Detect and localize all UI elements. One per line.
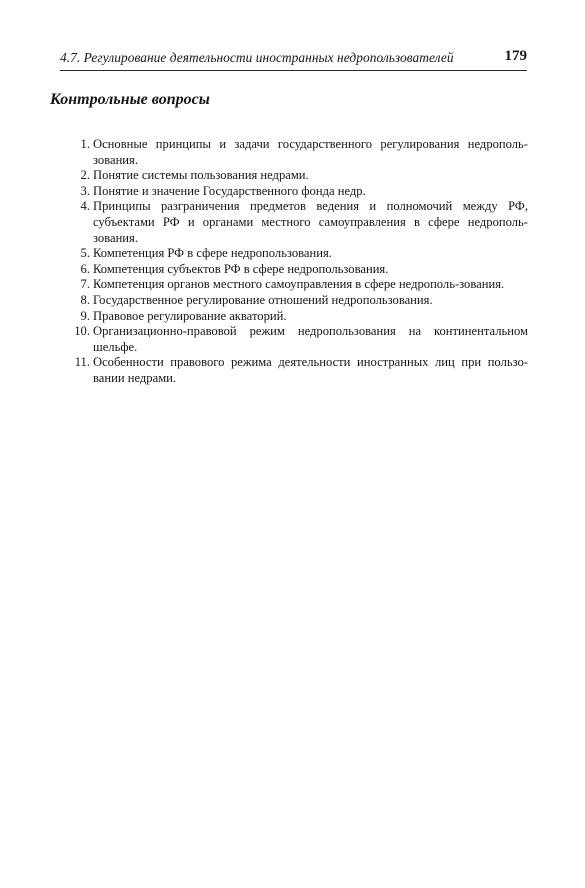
list-item — [72, 137, 528, 168]
list-item — [72, 199, 528, 246]
item-number: 2. — [80, 168, 90, 183]
review-questions-list — [72, 137, 528, 387]
list-item — [72, 168, 528, 184]
item-number: 3. — [80, 183, 90, 198]
item-number: 8. — [80, 292, 90, 307]
list-item — [72, 262, 528, 278]
list-item — [72, 324, 528, 355]
item-number: 6. — [80, 261, 90, 276]
item-text: Организационно-правовой режим недропользования на континентальном шельфе. — [93, 324, 528, 354]
item-text: Государственное регулирование отношений недропользования. — [93, 292, 433, 307]
item-number: 11. — [74, 355, 90, 370]
list-item — [72, 277, 528, 293]
item-text: Основные принципы и задачи государственного регулирования недрополь-зования. — [93, 137, 528, 167]
item-text: Понятие и значение Государственного фонда недр. — [93, 183, 366, 198]
running-header-title: 4.7. Регулирование деятельности иностранных недропользователей — [60, 50, 454, 65]
item-text: Компетенция РФ в сфере недропользования. — [93, 246, 332, 261]
item-text: Понятие системы пользования недрами. — [93, 168, 309, 183]
item-text: Особенности правового режима деятельности иностранных лиц при пользо-вании недрами. — [93, 355, 528, 385]
list-item — [72, 309, 528, 325]
section-title: Контрольные вопросы — [50, 91, 210, 108]
list-item — [72, 293, 528, 309]
item-number: 9. — [80, 308, 90, 323]
running-header — [60, 46, 527, 71]
item-number: 7. — [80, 277, 90, 292]
list-item — [72, 184, 528, 200]
list-item — [72, 246, 528, 262]
item-text: Компетенция субъектов РФ в сфере недропользования. — [93, 261, 389, 276]
item-number: 1. — [80, 137, 90, 151]
list-item — [72, 355, 528, 386]
item-text: Компетенция органов местного самоуправления в сфере недрополь-зования. — [93, 277, 505, 292]
item-text: Принципы разграничения предметов ведения и полномочий между РФ, субъектами РФ и органами местного самоуправления в сфере недрополь-зования. — [93, 199, 528, 245]
item-text: Правовое регулирование акваторий. — [93, 308, 287, 323]
item-number: 10. — [74, 324, 90, 339]
item-number: 4. — [80, 199, 90, 214]
item-number: 5. — [80, 246, 90, 261]
page-number: 179 — [504, 48, 527, 64]
